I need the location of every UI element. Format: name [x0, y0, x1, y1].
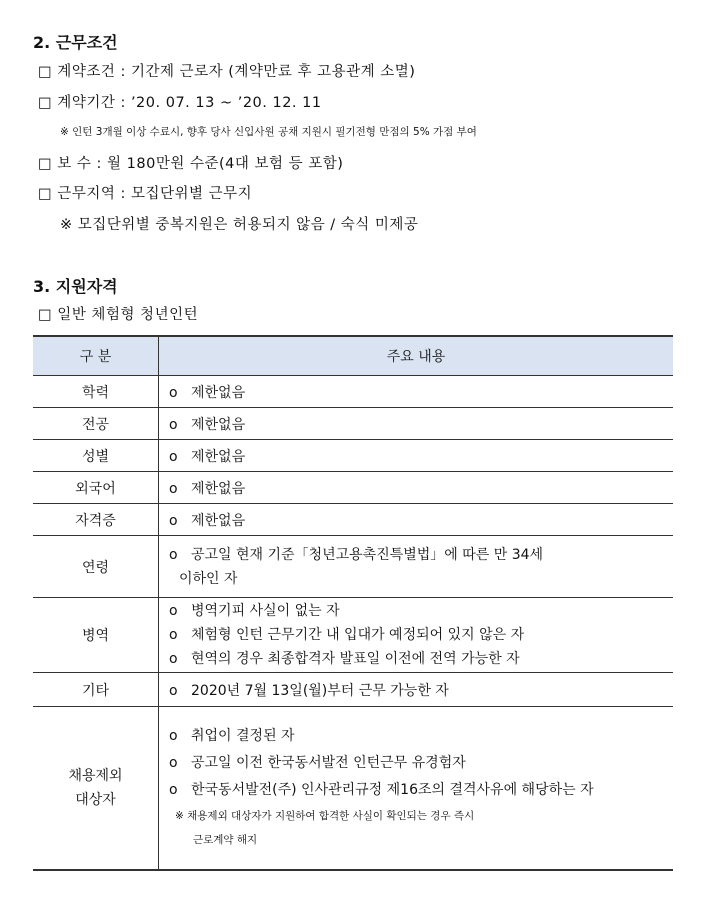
row-text: 제한없음 — [191, 448, 246, 465]
salary: □ 보 수 : 월 180만원 수준(4대 보험 등 포함) — [38, 156, 344, 172]
row-text: 공고일 현재 기준「청년고용촉진특별법」에 따른 만 34세 — [191, 546, 544, 563]
row-text: 공고일 이전 한국동서발전 인턴근무 유경험자 — [191, 755, 466, 772]
exclusion-note: ※ 채용제외 대상자가 지원하여 합격한 사실이 확인되는 경우 즉시 — [175, 810, 475, 823]
table-row — [33, 472, 673, 504]
row-text: 병역기피 사실이 없는 자 — [191, 603, 340, 619]
row-content — [159, 440, 674, 472]
row-label-line: 채용제외 — [68, 767, 123, 784]
row-label: 성별 — [33, 440, 159, 472]
bullet-icon: o — [169, 448, 178, 465]
bullet-icon: o — [169, 682, 178, 699]
row-content — [159, 598, 674, 673]
section-title-work-conditions: 2. 근무조건 — [33, 33, 118, 52]
table-header — [33, 336, 673, 376]
header-category: 구 분 — [33, 336, 159, 376]
row-text: 제한없음 — [191, 480, 246, 497]
bullet-icon: o — [169, 651, 178, 667]
row-content — [159, 504, 674, 536]
row-label: 외국어 — [33, 472, 159, 504]
header-content: 주요 내용 — [159, 336, 674, 376]
bullet-icon: o — [169, 480, 178, 497]
row-content — [159, 536, 674, 598]
contract-period: □ 계약기간 : ’20. 07. 13 ~ ’20. 12. 11 — [38, 95, 322, 111]
table-row — [33, 376, 673, 408]
table-row — [33, 408, 673, 440]
row-text: 취업이 결정된 자 — [191, 728, 295, 745]
row-text: 제한없음 — [191, 416, 246, 433]
table-row — [33, 440, 673, 472]
table-row — [33, 504, 673, 536]
table-row — [33, 536, 673, 598]
table-row — [33, 707, 673, 870]
bullet-icon: o — [169, 512, 178, 529]
row-content — [159, 472, 674, 504]
bullet-icon: o — [169, 416, 178, 433]
row-content — [159, 376, 674, 408]
intern-bonus-note: ※ 인턴 3개월 이상 수료시, 향후 당사 신입사원 공채 지원시 필기전형 만점의 5% 가점 부여 — [60, 126, 477, 138]
row-label: 병역 — [33, 598, 159, 673]
table-row — [33, 673, 673, 707]
row-content — [159, 707, 674, 870]
row-text: 현역의 경우 최종합격자 발표일 이전에 전역 가능한 자 — [191, 651, 520, 667]
work-location: □ 근무지역 : 모집단위별 근무지 — [38, 186, 253, 202]
row-content — [159, 408, 674, 440]
row-label: 전공 — [33, 408, 159, 440]
bullet-icon: o — [169, 384, 178, 401]
row-label-line: 대상자 — [75, 791, 116, 808]
row-label: 기타 — [33, 673, 159, 707]
row-text: 한국동서발전(주) 인사관리규정 제16조의 결격사유에 해당하는 자 — [191, 782, 594, 799]
bullet-icon: o — [169, 627, 178, 643]
duplicate-apply-note: ※ 모집단위별 중복지원은 허용되지 않음 / 숙식 미제공 — [60, 217, 419, 233]
exclusion-note: 근로계약 해지 — [193, 834, 258, 847]
row-label: 자격증 — [33, 504, 159, 536]
intern-type: □ 일반 체험형 청년인턴 — [38, 307, 199, 323]
bullet-icon: o — [169, 755, 178, 772]
row-text: 체험형 인턴 근무기간 내 입대가 예정되어 있지 않은 자 — [191, 627, 525, 643]
row-label: 학력 — [33, 376, 159, 408]
row-label: 연령 — [33, 536, 159, 598]
table-row — [33, 598, 673, 673]
contract-condition: □ 계약조건 : 기간제 근로자 (계약만료 후 고용관계 소멸) — [38, 64, 416, 80]
bullet-icon: o — [169, 603, 178, 619]
row-text: 이하인 자 — [179, 570, 238, 587]
row-content — [159, 673, 674, 707]
bullet-icon: o — [169, 728, 178, 745]
row-text: 제한없음 — [191, 384, 246, 401]
row-text: 제한없음 — [191, 512, 246, 529]
row-text: 2020년 7월 13일(월)부터 근무 가능한 자 — [191, 682, 449, 699]
bullet-icon: o — [169, 782, 178, 799]
row-label — [33, 707, 159, 870]
bullet-icon: o — [169, 546, 178, 563]
section-title-qualifications: 3. 지원자격 — [33, 277, 118, 296]
qualification-table — [33, 335, 673, 871]
